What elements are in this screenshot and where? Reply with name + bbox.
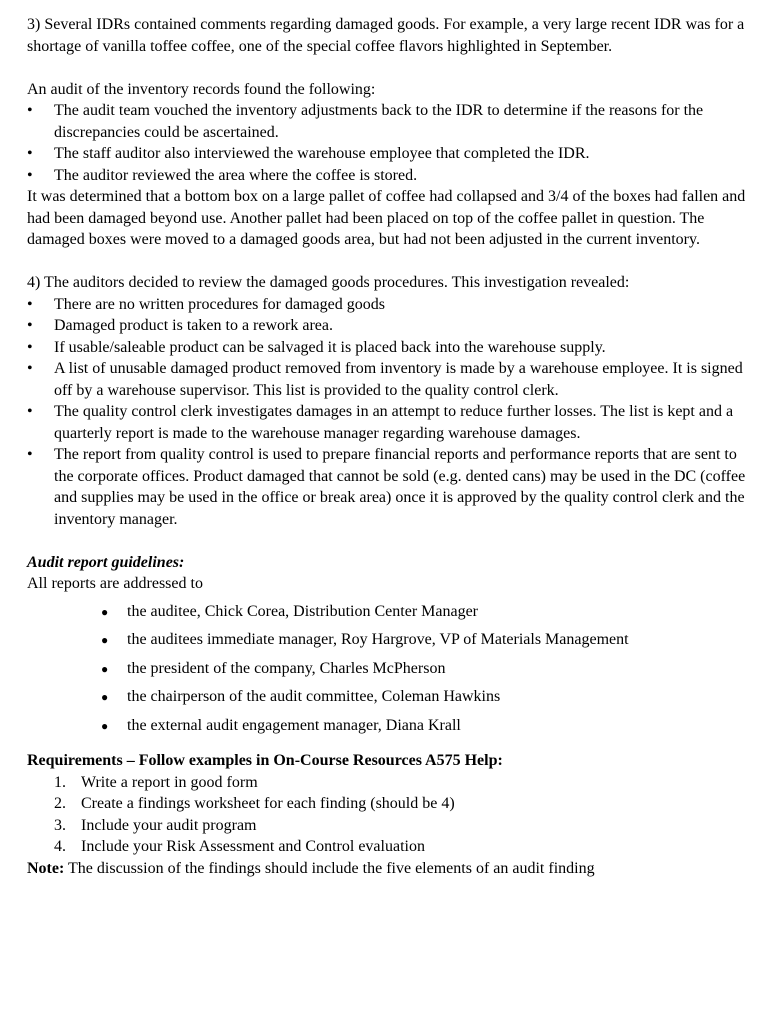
item-text: Include your audit program	[81, 816, 257, 834]
document-page	[27, 14, 747, 879]
item-number: 1.	[54, 773, 66, 791]
note-label: Note:	[27, 859, 65, 877]
audit-findings-list	[27, 100, 747, 186]
list-item: • The auditor reviewed the area where the coffee is stored.	[27, 165, 747, 187]
list-item	[27, 793, 747, 815]
note-text: The discussion of the findings should include the five elements of an audit finding	[64, 859, 595, 877]
note	[27, 858, 747, 880]
spacer	[27, 530, 747, 552]
list-item: ● the external audit engagement manager, Diana Krall	[27, 712, 747, 741]
recipients-list	[27, 598, 747, 741]
list-item	[27, 815, 747, 837]
spacer	[27, 251, 747, 273]
item-number: 2.	[54, 795, 66, 812]
requirements-heading: Requirements – Follow examples in On-Course Resources A575 Help:	[27, 752, 503, 769]
list-item: ● the auditees immediate manager, Roy Hargrove, VP of Materials Management	[27, 626, 747, 655]
item-text: Create a findings worksheet for each finding (should be 4)	[81, 795, 455, 812]
list-item: • The quality control clerk investigates damages in an attempt to reduce further losses. The list is kept and a quarterly report is made to the warehouse manager regarding warehouse damages.	[27, 401, 747, 444]
list-item	[27, 772, 747, 794]
list-item: • Damaged product is taken to a rework area.	[27, 315, 747, 337]
item-number: 4.	[54, 838, 66, 855]
list-item: • The report from quality control is used to prepare financial reports and performance reports that are sent to the corporate offices. Product damaged that cannot be sold (e.g. dented cans) may be used in the DC (coffee and supplies may be used in the office or break area) once it is approved by the quality control clerk and the inventory manager.	[27, 444, 747, 530]
list-item: • If usable/saleable product can be salvaged it is placed back into the warehouse supply.	[27, 337, 747, 359]
list-item: ● the chairperson of the audit committee, Coleman Hawkins	[27, 683, 747, 712]
requirements-list	[27, 772, 747, 858]
list-item: ● the president of the company, Charles McPherson	[27, 655, 747, 684]
guidelines-title: Audit report guidelines:	[27, 553, 185, 571]
guidelines-lead: All reports are addressed to	[27, 575, 203, 592]
list-item: • A list of unusable damaged product removed from inventory is made by a warehouse employee. It is signed off by a warehouse supervisor. This list is provided to the quality control clerk.	[27, 358, 747, 401]
section3-intro: 3) Several IDRs contained comments regarding damaged goods. For example, a very large recent IDR was for a shortage of vanilla toffee coffee, one of the special coffee flavors highlighted in September.	[27, 16, 745, 55]
list-item: • There are no written procedures for damaged goods	[27, 294, 747, 316]
list-item: • The audit team vouched the inventory adjustments back to the IDR to determine if the reasons for the discrepancies could be ascertained.	[27, 100, 747, 143]
damaged-goods-list	[27, 294, 747, 531]
list-item: ● the auditee, Chick Corea, Distribution Center Manager	[27, 598, 747, 627]
audit-lead: An audit of the inventory records found the following:	[27, 80, 376, 98]
section3-conclusion: It was determined that a bottom box on a large pallet of coffee had collapsed and 3/4 of the boxes had fallen and had been damaged beyond use. Another pallet had been placed on top of the coffee pallet in question. The damaged boxes were moved to a damaged goods area, but had not been adjusted in the current inventory.	[27, 188, 746, 248]
section4-intro: 4) The auditors decided to review the damaged goods procedures. This investigation revealed:	[27, 274, 630, 291]
list-item: • The staff auditor also interviewed the warehouse employee that completed the IDR.	[27, 143, 747, 165]
spacer	[27, 57, 747, 79]
item-text: Include your Risk Assessment and Control evaluation	[81, 838, 425, 855]
item-number: 3.	[54, 816, 66, 834]
item-text: Write a report in good form	[81, 773, 258, 791]
list-item	[27, 836, 747, 858]
